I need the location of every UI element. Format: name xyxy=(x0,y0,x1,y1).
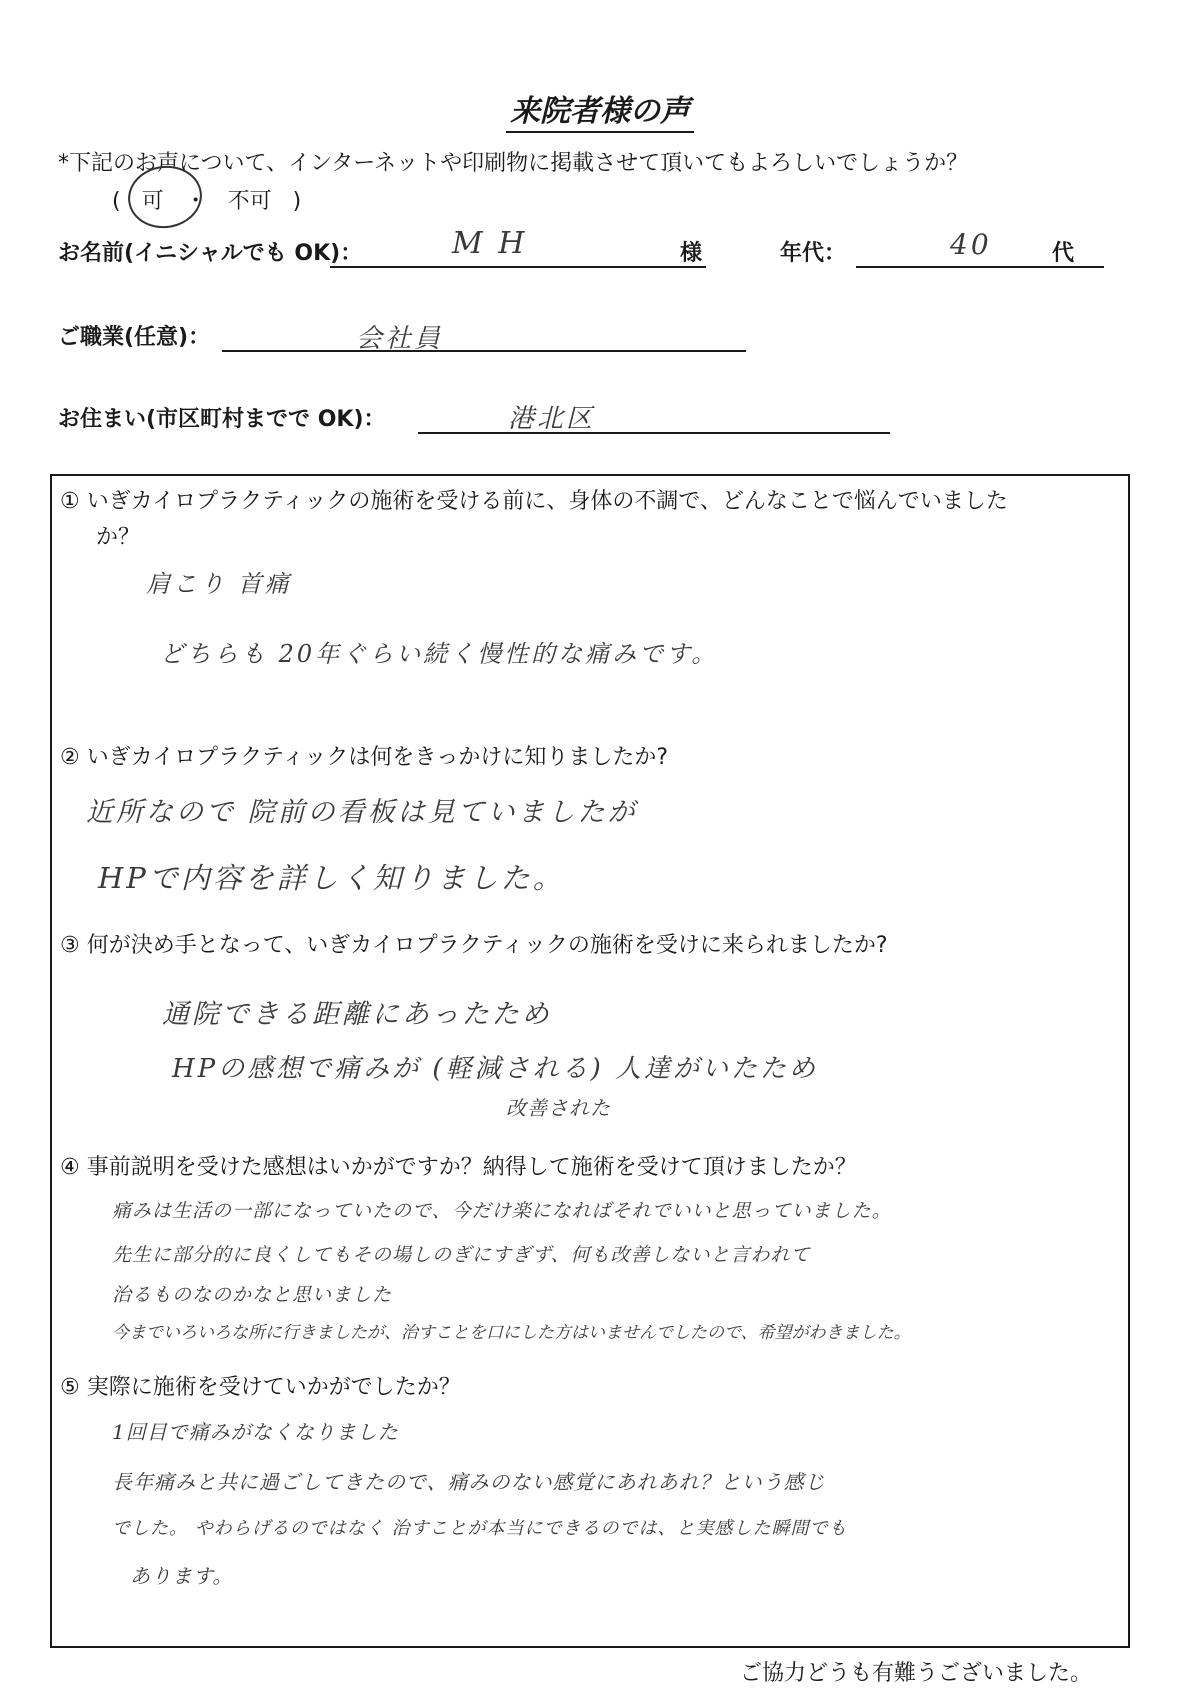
question-4-number: ④ xyxy=(60,1155,80,1180)
consent-question: *下記のお声について、インターネットや印刷物に掲載させて頂いてもよろしいでしょうか？ xyxy=(58,151,969,176)
consent-option-yes[interactable]: 可 xyxy=(141,189,164,214)
answer-3-line-1[interactable]: 通院できる距離にあったため xyxy=(162,999,552,1030)
name-underline xyxy=(330,266,706,268)
name-value[interactable]: M H xyxy=(452,226,528,261)
question-3 xyxy=(60,928,888,959)
answer-4-line-4[interactable]: 今までいろいろな所に行きましたが、治すことを口にした方はいませんでしたので、希望がわきました。 xyxy=(112,1323,911,1343)
consent-close-paren: ) xyxy=(292,189,302,214)
answer-1-line-1[interactable]: 肩こり 首痛 xyxy=(146,570,292,598)
question-1-text: いぎカイロプラクティックの施術を受ける前に、身体の不調で、どんなことで悩んでいました xyxy=(86,489,1008,514)
job-value[interactable]: 会社員 xyxy=(356,324,444,354)
age-value[interactable]: 40 xyxy=(950,228,992,261)
answer-3-line-2[interactable]: HPの感想で痛みが (軽減される) 人達がいたため xyxy=(172,1054,818,1084)
question-4 xyxy=(60,1150,857,1181)
consent-open-paren: ( xyxy=(112,189,121,214)
question-2-number: ② xyxy=(60,745,80,770)
address-label: お住まい(市区町村までで OK)： xyxy=(58,407,386,432)
answer-5-line-3[interactable]: でした。 やわらげるのではなく 治すことが本当にできるのでは、と実感した瞬間でも xyxy=(112,1518,848,1539)
question-3-text: 何が決め手となって、いぎカイロプラクティックの施術を受けに来られましたか? xyxy=(86,933,888,958)
answer-5-line-2[interactable]: 長年痛みと共に過ごしてきたので、痛みのない感覚にあれあれ？という感じ xyxy=(112,1470,826,1494)
job-label: ご職業(任意)： xyxy=(58,325,211,350)
question-1 xyxy=(60,484,1008,515)
answer-5-line-1[interactable]: 1回目で痛みがなくなりました xyxy=(112,1420,399,1444)
answer-1-line-2[interactable]: どちらも 20年ぐらい続く慢性的な痛みです。 xyxy=(160,640,719,668)
answer-2-line-2[interactable]: HPで内容を詳しく知りました。 xyxy=(98,861,565,895)
question-5-text: 実際に施術を受けていかがでしたか？ xyxy=(86,1375,461,1400)
question-4-text: 事前説明を受けた感想はいかがですか？納得して施術を受けて頂けましたか？ xyxy=(86,1155,857,1180)
question-5-number: ⑤ xyxy=(60,1375,80,1400)
consent-separator: ・ xyxy=(184,189,207,214)
question-2 xyxy=(60,740,668,771)
age-suffix: 代 xyxy=(1052,241,1075,266)
name-label: お名前(イニシャルでも OK)： xyxy=(58,241,363,266)
consent-option-no[interactable]: 不可 xyxy=(227,189,272,214)
question-3-number: ③ xyxy=(60,933,80,958)
page-title xyxy=(0,86,1200,130)
answer-2-line-1[interactable]: 近所なので 院前の看板は見ていましたが xyxy=(86,797,638,828)
page-title-text: 来院者様の声 xyxy=(506,94,694,133)
question-1-number: ① xyxy=(60,489,80,514)
job-underline xyxy=(222,350,746,352)
question-5 xyxy=(60,1370,461,1401)
age-label: 年代： xyxy=(780,241,847,266)
question-2-text: いぎカイロプラクティックは何をきっかけに知りましたか? xyxy=(86,745,668,770)
address-underline xyxy=(418,432,890,434)
answer-4-line-2[interactable]: 先生に部分的に良くしてもその場しのぎにすぎず、何も改善しないと言われて xyxy=(112,1244,811,1266)
footer-thanks: ご協力どうも有難うございました。 xyxy=(740,1661,1093,1686)
answer-3-line-3[interactable]: 改善された xyxy=(506,1096,611,1120)
question-1-text-cont: か？ xyxy=(96,525,141,550)
address-value[interactable]: 港北区 xyxy=(508,404,596,434)
answer-4-line-1[interactable]: 痛みは生活の一部になっていたので、今だけ楽になればそれでいいと思っていました。 xyxy=(112,1200,892,1222)
answer-4-line-3[interactable]: 治るものなのかなと思いました xyxy=(112,1284,393,1306)
answer-5-line-4[interactable]: あります。 xyxy=(130,1564,234,1588)
name-suffix: 様 xyxy=(680,241,703,266)
